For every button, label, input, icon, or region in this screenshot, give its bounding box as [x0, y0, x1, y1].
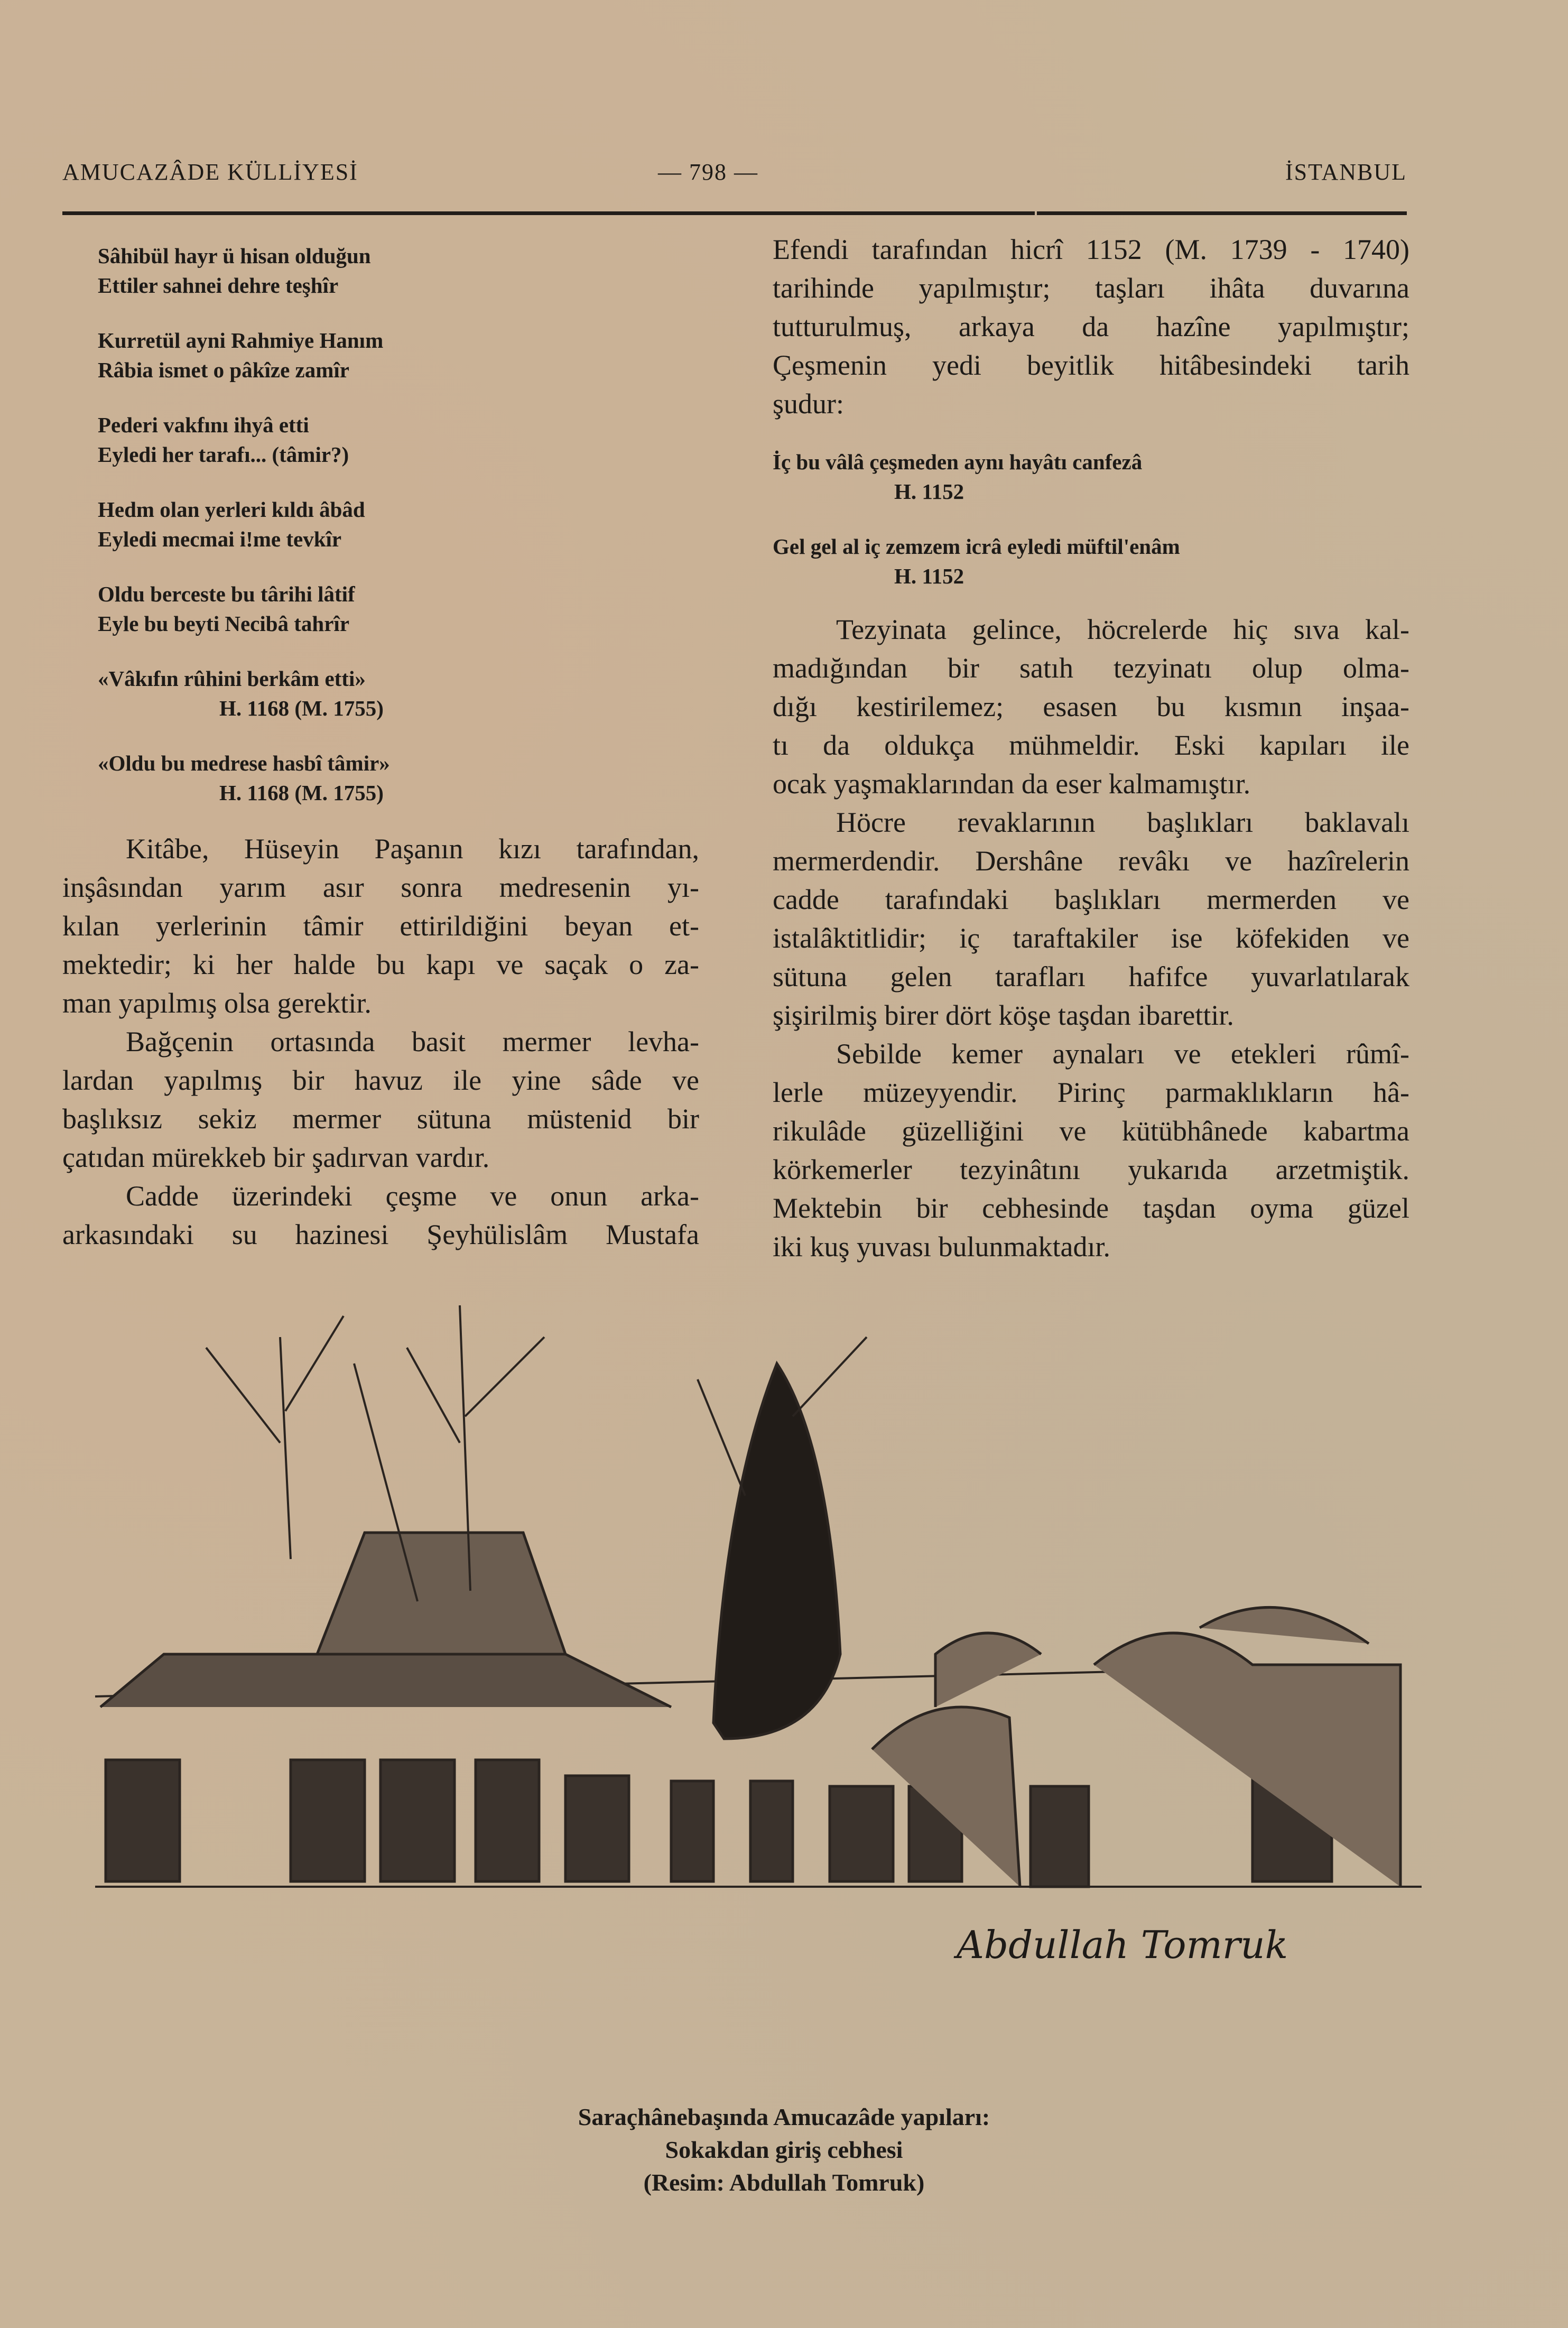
text-line: Cadde üzerindeki çeşme ve onun arka- — [126, 1180, 699, 1212]
verse-line: İç bu vâlâ çeşmeden aynı hayâtı canfezâ — [773, 450, 1143, 474]
verse-line: H. 1152 — [894, 564, 964, 588]
text-line: Höcre revaklarının başlıkları baklavalı — [836, 806, 1409, 838]
header-rule — [1037, 211, 1407, 215]
paragraph — [62, 1023, 699, 1177]
text-line: mermerdendir. Dershâne revâkı ve hazîrelerin — [773, 845, 1409, 877]
verse-line: Ettiler sahnei dehre teşhîr — [98, 273, 339, 298]
text-line: rikulâde güzelliğini ve kütübhânede kabartma — [773, 1115, 1409, 1147]
couplet — [98, 410, 732, 469]
couplet — [773, 532, 1409, 591]
paragraph — [773, 230, 1409, 423]
fountain-inscription — [773, 447, 1409, 616]
text-line: man yapılmış olsa gerektir. — [62, 987, 372, 1019]
couplet — [773, 447, 1409, 506]
couplet — [98, 579, 732, 638]
text-line: inşâsından yarım asır sonra medresenin yı- — [62, 871, 699, 903]
text-line: madığından bir satıh tezyinatı olup olma- — [773, 652, 1409, 684]
text-line: ocak yaşmaklarından da eser kalmamıştır. — [773, 768, 1251, 800]
verse-line: Sâhibül hayr ü hisan olduğun — [98, 244, 371, 268]
verse-line: Pederi vakfını ihyâ etti — [98, 413, 309, 437]
text-line: arkasındaki su hazinesi Şeyhülislâm Mustafa — [62, 1219, 699, 1250]
text-line: çatıdan mürekkeb bir şadırvan vardır. — [62, 1142, 490, 1173]
caption-line: (Resim: Abdullah Tomruk) — [643, 2169, 925, 2196]
text-line: mektedir; ki her halde bu kapı ve saçak o za- — [62, 949, 699, 980]
verse-line: H. 1168 (M. 1755) — [219, 696, 384, 720]
verse-line: Gel gel al iç zemzem icrâ eyledi müftil'enâm — [773, 534, 1180, 559]
building-illustration — [90, 1284, 1443, 2077]
header-city: İSTANBUL — [1285, 159, 1407, 185]
header-rule — [62, 211, 1035, 215]
text-line: Çeşmenin yedi beyitlik hitâbesindeki tarih — [773, 349, 1409, 381]
verse-line: Râbia ismet o pâkîze zamîr — [98, 358, 349, 382]
text-line: dığı kestirilemez; esasen bu kısmın inşaa- — [773, 691, 1409, 722]
paragraph — [773, 610, 1409, 803]
verse-line: Eyle bu beyti Necibâ tahrîr — [98, 611, 350, 636]
inscription-poem — [98, 241, 732, 833]
text-line: Tezyinata gelince, höcrelerde hiç sıva kal- — [836, 614, 1409, 645]
couplet — [98, 748, 732, 808]
couplet — [98, 495, 732, 554]
figure-caption — [0, 2101, 1568, 2199]
verse-line: «Vâkıfın rûhini berkâm etti» — [98, 666, 366, 691]
verse-line: H. 1168 (M. 1755) — [219, 781, 384, 805]
page-number: — 798 — — [658, 159, 758, 185]
paragraph — [773, 1035, 1409, 1266]
verse-line: «Oldu bu medrese hasbî tâmir» — [98, 751, 390, 775]
header-title: AMUCAZÂDE KÜLLİYESİ — [62, 159, 358, 185]
paragraph — [773, 803, 1409, 1035]
verse-line: Eyledi mecmai i!me tevkîr — [98, 527, 342, 551]
couplet — [98, 241, 732, 300]
right-column-text — [773, 610, 1409, 1266]
text-line: Mektebin bir cebhesinde taşdan oyma güzel — [773, 1192, 1409, 1224]
caption-line: Sokakdan giriş cebhesi — [665, 2136, 903, 2163]
verse-line: H. 1152 — [894, 479, 964, 504]
text-line: başlıksız sekiz mermer sütuna müstenid bir — [62, 1103, 699, 1135]
text-line: Bağçenin ortasında basit mermer levha- — [126, 1026, 699, 1058]
text-line: kılan yerlerinin tâmir ettirildiğini beyan et- — [62, 910, 699, 942]
text-line: iki kuş yuvası bulunmaktadır. — [773, 1231, 1110, 1263]
left-column-text — [62, 830, 699, 1254]
right-column-intro — [773, 230, 1409, 423]
caption-line: Saraçhânebaşında Amucazâde yapıları: — [578, 2103, 990, 2130]
couplet — [98, 664, 732, 723]
text-line: cadde tarafındaki başlıkları mermerden ve — [773, 884, 1409, 915]
text-line: lardan yapılmış bir havuz ile yine sâde ve — [62, 1064, 699, 1096]
text-line: tarihinde yapılmıştır; taşları ihâta duvarına — [773, 272, 1409, 304]
artist-signature: Abdullah Tomruk — [957, 1923, 1288, 1967]
verse-line: Kurretül ayni Rahmiye Hanım — [98, 328, 384, 353]
text-line: şudur: — [773, 388, 844, 420]
text-line: şişirilmiş birer dört köşe taşdan ibarettir. — [773, 999, 1234, 1031]
verse-line: Hedm olan yerleri kıldı âbâd — [98, 497, 365, 522]
text-line: körkemerler tezyinâtını yukarıda arzetmiştik. — [773, 1154, 1409, 1185]
text-line: tutturulmuş, arkaya da hazîne yapılmıştır; — [773, 311, 1409, 342]
text-line: tı da oldukça mühmeldir. Eski kapıları ile — [773, 729, 1409, 761]
paragraph — [62, 1177, 699, 1254]
text-line: Efendi tarafından hicrî 1152 (M. 1739 - 1740) — [773, 234, 1409, 265]
paragraph — [62, 830, 699, 1023]
text-line: sütuna gelen tarafları hafifce yuvarlatılarak — [773, 961, 1409, 993]
verse-line: Eyledi her tarafı... (tâmir?) — [98, 442, 349, 467]
text-line: Sebilde kemer aynaları ve etekleri rûmî- — [836, 1038, 1409, 1070]
text-line: istalâktitlidir; iç taraftakiler ise köfekiden ve — [773, 922, 1409, 954]
text-line: Kitâbe, Hüseyin Paşanın kızı tarafından, — [126, 833, 699, 865]
text-line: lerle müzeyyendir. Pirinç parmaklıkların hâ- — [773, 1077, 1409, 1108]
verse-line: Oldu berceste bu târihi lâtif — [98, 582, 355, 606]
couplet — [98, 326, 732, 385]
